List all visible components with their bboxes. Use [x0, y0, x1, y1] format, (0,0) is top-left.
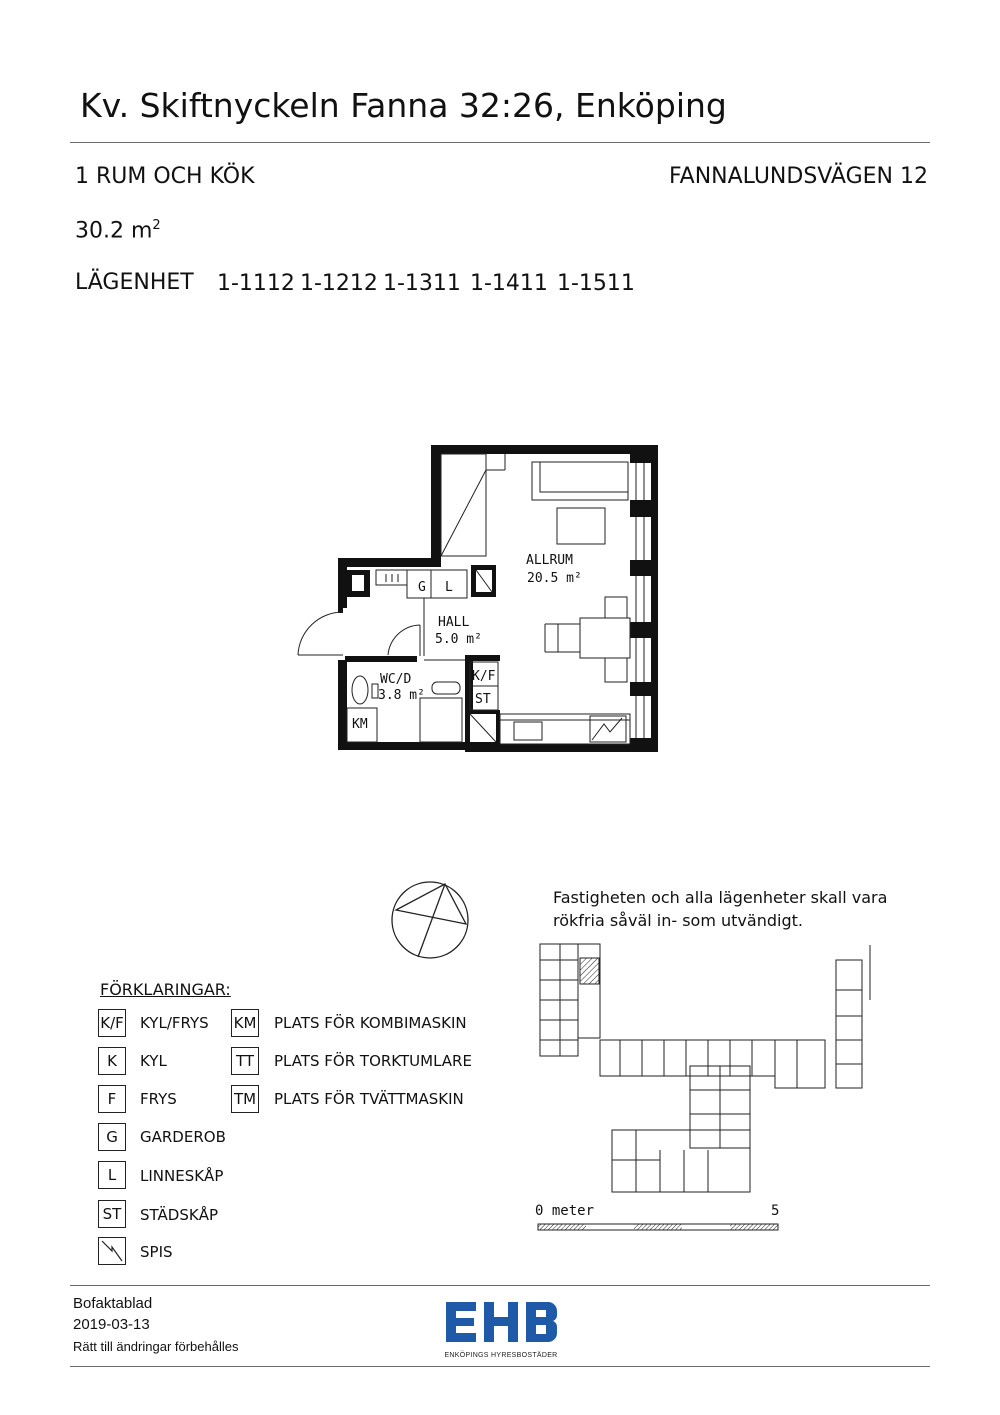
- apartment-type: 1 RUM OCH KÖK: [75, 164, 255, 189]
- footer-divider-top: [70, 1285, 930, 1286]
- legend-label: PLATS FÖR TORKTUMLARE: [274, 1052, 472, 1070]
- page-title: Kv. Skiftnyckeln Fanna 32:26, Enköping: [80, 86, 727, 125]
- north-arrow-icon: [388, 878, 472, 962]
- wall: [431, 445, 441, 565]
- toilet: [352, 676, 368, 704]
- sink: [432, 682, 460, 694]
- area-exponent: 2: [152, 218, 161, 233]
- fixture-label: G: [418, 580, 426, 595]
- coffee-table: [557, 508, 605, 544]
- floor-plan: [280, 430, 680, 760]
- apartments-label: LÄGENHET: [75, 270, 194, 295]
- highlighted-apartment: [580, 958, 599, 984]
- stove-icon: [98, 1237, 126, 1265]
- chair: [605, 658, 627, 682]
- bed: [441, 454, 486, 556]
- legend-label: KYL/FRYS: [140, 1014, 209, 1032]
- wall: [630, 738, 658, 752]
- doc-type: Bofaktablad: [73, 1295, 153, 1312]
- legend-code-box: K: [98, 1047, 126, 1075]
- shower: [420, 698, 462, 742]
- room-name: WC/D: [380, 672, 412, 687]
- legend-title: FÖRKLARINGAR:: [100, 980, 231, 999]
- shaft: [352, 575, 364, 591]
- legend-code-box: TM: [231, 1085, 259, 1113]
- apartment-number: 1-1212: [300, 271, 378, 296]
- fixture-label: KM: [352, 717, 368, 732]
- scale-end-label: 5: [771, 1203, 780, 1219]
- address: FANNALUNDSVÄGEN 12: [669, 164, 928, 189]
- legend-label: GARDEROB: [140, 1128, 226, 1146]
- legend-label: STÄDSKÅP: [140, 1206, 218, 1224]
- wall: [630, 682, 658, 696]
- wall: [630, 560, 658, 576]
- legend-label: FRYS: [140, 1090, 177, 1108]
- key-plan: [535, 940, 880, 1200]
- legend-code-box: ST: [98, 1200, 126, 1228]
- apartment-number: 1-1311: [383, 271, 461, 296]
- bed-line: [441, 470, 486, 556]
- legend-code-box: G: [98, 1123, 126, 1151]
- dining-table: [580, 618, 630, 658]
- entry-door-swing: [298, 612, 343, 655]
- legend-code-box: TT: [231, 1047, 259, 1075]
- wall: [338, 558, 441, 567]
- chair: [605, 597, 627, 618]
- legend-code-box: K/F: [98, 1009, 126, 1037]
- scale-bar: [530, 1195, 790, 1235]
- legend-code-box: L: [98, 1161, 126, 1189]
- note-line: rökfria såväl in- som utvändigt.: [553, 911, 803, 930]
- room-name: ALLRUM: [526, 553, 573, 568]
- apartment-number: 1-1112: [217, 271, 295, 296]
- doc-date: 2019-03-13: [73, 1316, 150, 1333]
- legend-label: KYL: [140, 1052, 167, 1070]
- wall: [338, 660, 347, 750]
- ehb-logo-icon: [440, 1298, 562, 1346]
- legend-label: SPIS: [140, 1243, 173, 1261]
- legend-label: PLATS FÖR TVÄTTMASKIN: [274, 1090, 464, 1108]
- chair: [558, 624, 580, 652]
- disclaimer: Rätt till ändringar förbehålles: [73, 1339, 239, 1354]
- wall: [431, 445, 657, 454]
- wall: [630, 500, 658, 517]
- wall: [630, 622, 658, 638]
- wall: [345, 656, 417, 662]
- fixture-label: L: [445, 580, 453, 595]
- scale-start-label: 0 meter: [535, 1203, 595, 1219]
- kitchen-sink: [514, 722, 542, 740]
- legend-label: LINNESKÅP: [140, 1167, 224, 1185]
- smoke-free-note: [553, 886, 887, 932]
- area-value: 30.2 m: [75, 218, 153, 244]
- room-area: 20.5 m²: [527, 571, 582, 586]
- legend-code-box: F: [98, 1085, 126, 1113]
- room-area: 5.0 m²: [435, 632, 482, 647]
- apartment-area: [75, 218, 161, 243]
- fixture-label: K/F: [472, 669, 496, 684]
- room-name: HALL: [438, 615, 470, 630]
- header-divider: [70, 142, 930, 143]
- footer-divider-bottom: [70, 1366, 930, 1367]
- wall: [465, 655, 500, 661]
- room-area: 3.8 m²: [378, 688, 425, 703]
- legend-code-box: KM: [231, 1009, 259, 1037]
- wall: [651, 445, 658, 752]
- wall: [630, 445, 658, 463]
- sofa: [532, 462, 628, 500]
- ehb-logo: [440, 1298, 562, 1358]
- apartment-number: 1-1511: [557, 271, 635, 296]
- fixture-label: ST: [475, 692, 491, 707]
- legend-label: PLATS FÖR KOMBIMASKIN: [274, 1014, 467, 1032]
- wc-door-swing: [388, 625, 420, 655]
- apartment-number: 1-1411: [470, 271, 548, 296]
- note-line: Fastigheten och alla lägenheter skall vara: [553, 888, 888, 907]
- logo-subtitle: ENKÖPINGS HYRESBOSTÄDER: [444, 1352, 558, 1359]
